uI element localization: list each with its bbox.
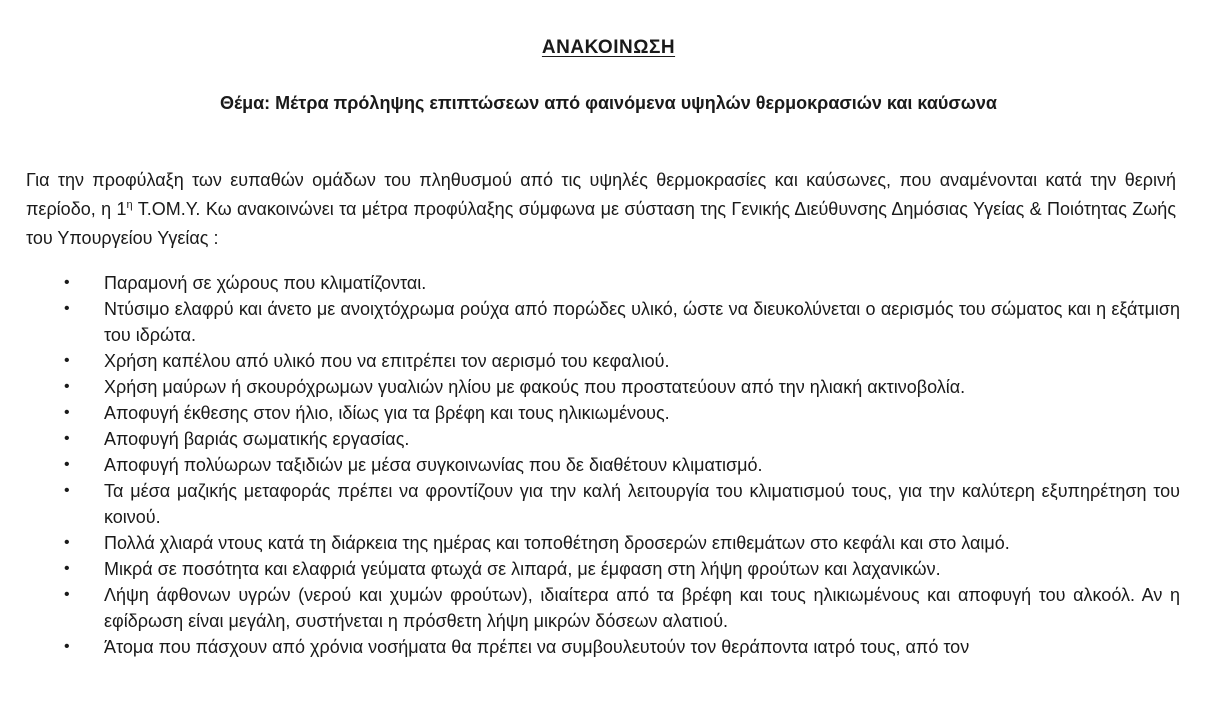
list-item xyxy=(0,452,1180,478)
announcement-heading: ΑΝΑΚΟΙΝΩΣΗ xyxy=(541,37,676,58)
list-item-text: Αποφυγή βαριάς σωματικής εργασίας. xyxy=(104,429,410,449)
bullet-icon: • xyxy=(64,378,70,395)
subject-line: Θέμα: Μέτρα πρόληψης επιπτώσεων από φαινόμενα υψηλών θερμοκρασιών και καύσωνα xyxy=(219,93,998,113)
measures-list xyxy=(0,270,1217,660)
list-item xyxy=(0,348,1180,374)
bullet-icon: • xyxy=(64,586,70,603)
list-item xyxy=(0,374,1180,400)
list-item-text: Χρήση καπέλου από υλικό που να επιτρέπει τον αερισμό του κεφαλιού. xyxy=(104,351,670,371)
bullet-icon: • xyxy=(64,352,70,369)
list-item xyxy=(0,400,1180,426)
list-item-text: Χρήση μαύρων ή σκουρόχρωμων γυαλιών ηλίου με φακούς που προστατεύουν από την ηλιακή ακτινοβολία. xyxy=(104,377,966,397)
bullet-icon: • xyxy=(64,274,70,291)
bullet-icon: • xyxy=(64,560,70,577)
list-item-text: Αποφυγή πολύωρων ταξιδιών με μέσα συγκοινωνίας που δε διαθέτουν κλιματισμό. xyxy=(104,455,763,475)
list-item xyxy=(0,582,1180,634)
intro-text-part1: Για την προφύλαξη των ευπαθών ομάδων του πληθυσμού από τις υψηλές θερμοκρασίες και καύσωνες, που αναμένονται κατά την θερινή περίοδο, η 1 xyxy=(26,170,1176,219)
list-item xyxy=(0,296,1180,348)
intro-paragraph xyxy=(26,166,1176,253)
list-item xyxy=(0,478,1180,530)
bullet-icon: • xyxy=(64,456,70,473)
list-item-text: Αποφυγή έκθεσης στον ήλιο, ιδίως για τα βρέφη και τους ηλικιωμένους. xyxy=(104,403,670,423)
intro-superscript: η xyxy=(126,199,133,211)
list-item-text: Λήψη άφθονων υγρών (νερού και χυμών φρούτων), ιδιαίτερα από τα βρέφη και τους ηλικιωμένους και αποφυγή του αλκοόλ. Αν η εφίδρωση είναι μεγάλη, συστήνεται η πρόσθετη λήψη μικρών δόσεων αλατιού. xyxy=(104,585,1180,631)
list-item xyxy=(0,530,1180,556)
intro-text-part2: Τ.ΟΜ.Υ. Κω ανακοινώνει τα μέτρα προφύλαξης σύμφωνα με σύσταση της Γενικής Διεύθυνσης Δημόσιας Υγείας & Ποιότητας Ζωής του Υπουργείου Υγείας : xyxy=(26,199,1176,248)
bullet-icon: • xyxy=(64,300,70,317)
list-item-text: Ντύσιμο ελαφρύ και άνετο με ανοιχτόχρωμα ρούχα από πορώδες υλικό, ώστε να διευκολύνεται ο αερισμός του σώματος και η εξάτμιση του ιδρώτα. xyxy=(104,299,1180,345)
list-item-text: Παραμονή σε χώρους που κλιματίζονται. xyxy=(104,273,427,293)
list-item xyxy=(0,634,1180,660)
list-item xyxy=(0,270,1180,296)
list-item-text: Μικρά σε ποσότητα και ελαφριά γεύματα φτωχά σε λιπαρά, με έμφαση στη λήψη φρούτων και λαχανικών. xyxy=(104,559,941,579)
list-item xyxy=(0,426,1180,452)
bullet-icon: • xyxy=(64,638,70,655)
list-item xyxy=(0,556,1180,582)
list-item-text: Άτομα που πάσχουν από χρόνια νοσήματα θα πρέπει να συμβουλευτούν τον θεράποντα ιατρό τους, από τον xyxy=(104,637,970,657)
bullet-icon: • xyxy=(64,404,70,421)
bullet-icon: • xyxy=(64,482,70,499)
bullet-icon: • xyxy=(64,534,70,551)
list-item-text: Πολλά χλιαρά ντους κατά τη διάρκεια της ημέρας και τοποθέτηση δροσερών επιθεμάτων στο κεφάλι και στο λαιμό. xyxy=(104,533,1010,553)
list-item-text: Τα μέσα μαζικής μεταφοράς πρέπει να φροντίζουν για την καλή λειτουργία του κλιματισμού τους, για την καλύτερη εξυπηρέτηση του κοινού. xyxy=(104,481,1180,527)
bullet-icon: • xyxy=(64,430,70,447)
